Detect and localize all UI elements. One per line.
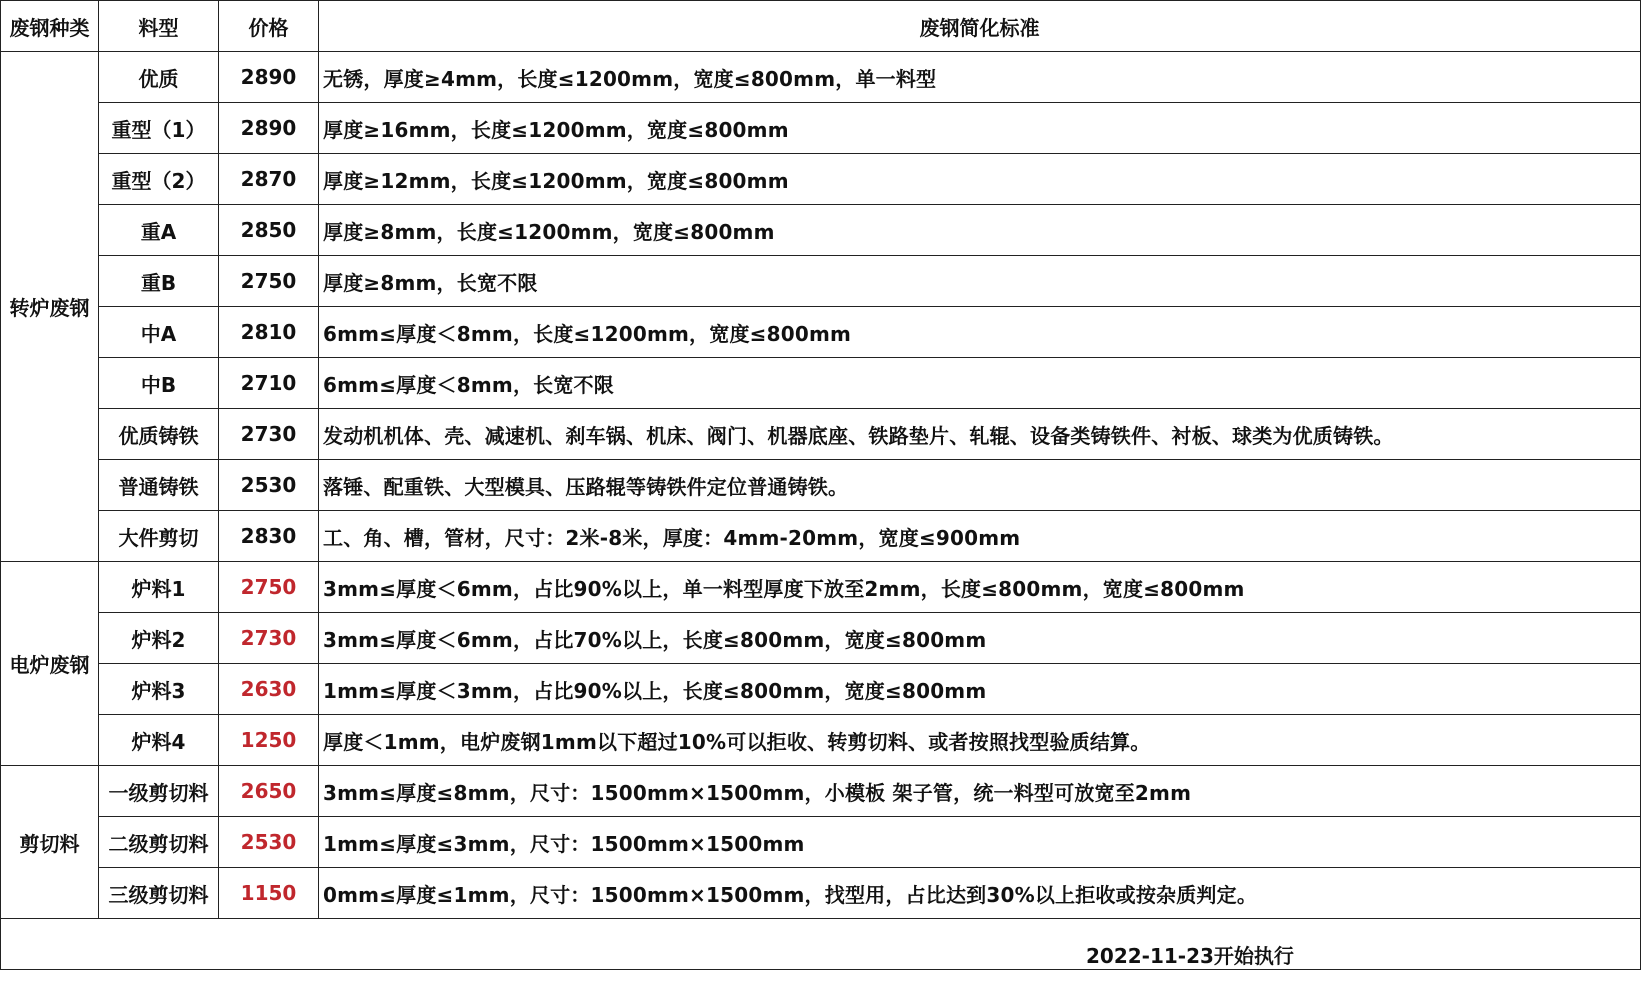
standard-cell: 3mm≤厚度≤8mm，尺寸：1500mm×1500mm，小模板 架子管，统一料型可放宽至2mm [319,766,1641,817]
material-type-cell: 三级剪切料 [99,868,219,919]
material-type-cell: 大件剪切 [99,511,219,562]
material-type-cell: 优质 [99,52,219,103]
table-row [1,511,1641,562]
material-type-cell: 炉料3 [99,664,219,715]
material-type-cell: 重B [99,256,219,307]
table-body [1,52,1641,970]
price-cell: 2810 [219,307,319,358]
table-row [1,103,1641,154]
price-cell: 2870 [219,154,319,205]
material-type-cell: 炉料4 [99,715,219,766]
table-row [1,52,1641,103]
price-cell: 2650 [219,766,319,817]
price-cell: 2890 [219,103,319,154]
table-row [1,154,1641,205]
table-row [1,715,1641,766]
footer-row [1,919,1641,970]
standard-cell: 工、角、槽，管材，尺寸：2米-8米，厚度：4mm-20mm，宽度≤900mm [319,511,1641,562]
standard-cell: 落锤、配重铁、大型模具、压路辊等铸铁件定位普通铸铁。 [319,460,1641,511]
material-type-cell: 优质铸铁 [99,409,219,460]
table-row [1,868,1641,919]
table-row [1,766,1641,817]
material-type-cell: 重型（2） [99,154,219,205]
price-cell: 2750 [219,256,319,307]
table-row [1,613,1641,664]
header-type: 料型 [99,1,219,52]
table-row [1,205,1641,256]
material-type-cell: 重A [99,205,219,256]
price-cell: 2830 [219,511,319,562]
standard-cell: 6mm≤厚度＜8mm，长宽不限 [319,358,1641,409]
category-cell: 电炉废钢 [1,562,99,766]
material-type-cell: 炉料1 [99,562,219,613]
category-cell: 转炉废钢 [1,52,99,562]
price-cell: 2630 [219,664,319,715]
header-price: 价格 [219,1,319,52]
material-type-cell: 普通铸铁 [99,460,219,511]
material-type-cell: 重型（1） [99,103,219,154]
standard-cell: 3mm≤厚度＜6mm，占比90%以上，单一料型厚度下放至2mm，长度≤800mm，宽度≤800mm [319,562,1641,613]
price-cell: 2710 [219,358,319,409]
header-row [1,1,1641,52]
price-cell: 1150 [219,868,319,919]
price-cell: 2730 [219,409,319,460]
standard-cell: 厚度≥16mm，长度≤1200mm，宽度≤800mm [319,103,1641,154]
table-row [1,307,1641,358]
price-cell: 2890 [219,52,319,103]
standard-cell: 1mm≤厚度≤3mm，尺寸：1500mm×1500mm [319,817,1641,868]
table-row [1,256,1641,307]
standard-cell: 无锈，厚度≥4mm，长度≤1200mm，宽度≤800mm，单一料型 [319,52,1641,103]
standard-cell: 发动机机体、壳、减速机、刹车锅、机床、阀门、机器底座、铁路垫片、轧辊、设备类铸铁件、衬板、球类为优质铸铁。 [319,409,1641,460]
price-cell: 2530 [219,460,319,511]
material-type-cell: 二级剪切料 [99,817,219,868]
table-row [1,409,1641,460]
standard-cell: 3mm≤厚度＜6mm，占比70%以上，长度≤800mm，宽度≤800mm [319,613,1641,664]
header-standard: 废钢简化标准 [319,1,1641,52]
footer-cell [1,919,1641,970]
price-cell: 1250 [219,715,319,766]
price-cell: 2730 [219,613,319,664]
category-cell: 剪切料 [1,766,99,919]
standard-cell: 厚度≥8mm，长度≤1200mm，宽度≤800mm [319,205,1641,256]
standard-cell: 厚度＜1mm，电炉废钢1mm以下超过10%可以拒收、转剪切料、或者按照找型验质结算。 [319,715,1641,766]
standard-cell: 0mm≤厚度≤1mm，尺寸：1500mm×1500mm，找型用，占比达到30%以上拒收或按杂质判定。 [319,868,1641,919]
standard-cell: 厚度≥12mm，长度≤1200mm，宽度≤800mm [319,154,1641,205]
material-type-cell: 中A [99,307,219,358]
price-cell: 2850 [219,205,319,256]
table-row [1,817,1641,868]
header-category: 废钢种类 [1,1,99,52]
price-cell: 2530 [219,817,319,868]
price-cell: 2750 [219,562,319,613]
table-row [1,664,1641,715]
material-type-cell: 炉料2 [99,613,219,664]
table-row [1,562,1641,613]
material-type-cell: 中B [99,358,219,409]
standard-cell: 厚度≥8mm，长宽不限 [319,256,1641,307]
table-row [1,460,1641,511]
standard-cell: 6mm≤厚度＜8mm，长度≤1200mm，宽度≤800mm [319,307,1641,358]
material-type-cell: 一级剪切料 [99,766,219,817]
effective-date: 2022-11-23开始执行 [1086,944,1294,968]
table-row [1,358,1641,409]
standard-cell: 1mm≤厚度＜3mm，占比90%以上，长度≤800mm，宽度≤800mm [319,664,1641,715]
